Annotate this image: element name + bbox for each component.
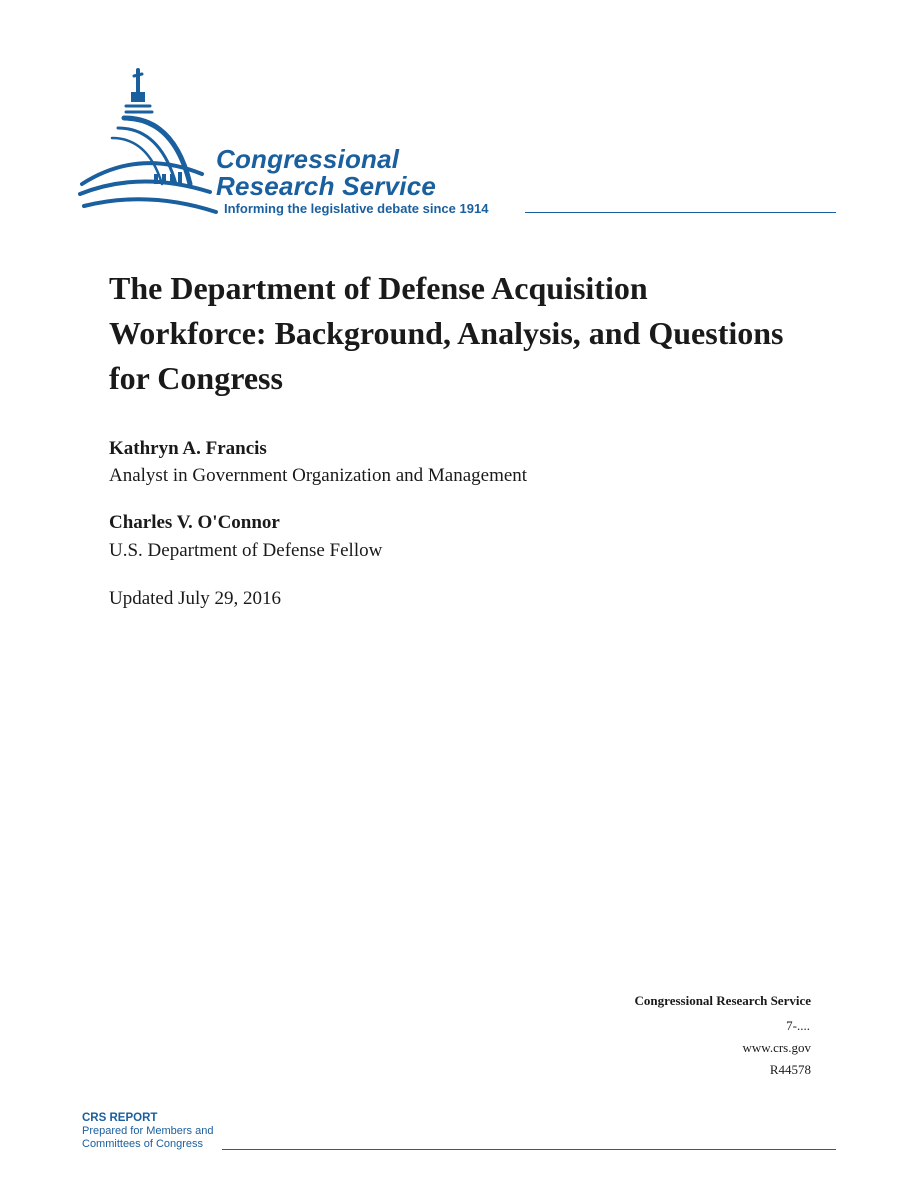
brand-name-line2: Research Service xyxy=(216,171,437,201)
footer-label-line3: Committees of Congress xyxy=(82,1138,204,1150)
footer-divider xyxy=(222,1149,836,1150)
author-2-name: Charles V. O'Connor xyxy=(109,512,280,533)
capitol-dome-icon xyxy=(78,66,218,216)
updated-date: Updated July 29, 2016 xyxy=(109,588,282,609)
footer-label-line2: Prepared for Members and xyxy=(82,1125,214,1137)
brand-name xyxy=(216,146,436,200)
author-2-role: U.S. Department of Defense Fellow xyxy=(109,540,383,561)
author-1-role: Analyst in Government Organization and Management xyxy=(109,465,528,486)
report-title: The Department of Defense Acquisition Workforce: Background, Analysis, and Questions for Congress xyxy=(109,270,784,396)
report-code: 7-.... xyxy=(786,1018,810,1033)
brand-name-line1: Congressional xyxy=(216,144,400,174)
footer-label xyxy=(82,1112,213,1151)
author-1-name: Kathryn A. Francis xyxy=(109,438,267,459)
report-number: R44578 xyxy=(769,1062,811,1077)
footer-label-title: CRS REPORT xyxy=(82,1112,158,1124)
report-website-link[interactable]: www.crs.gov xyxy=(742,1040,811,1055)
crs-logo xyxy=(78,66,838,226)
header-divider xyxy=(525,212,836,213)
brand-tagline: Informing the legislative debate since 1914 xyxy=(224,201,489,216)
report-organization: Congressional Research Service xyxy=(634,993,811,1008)
